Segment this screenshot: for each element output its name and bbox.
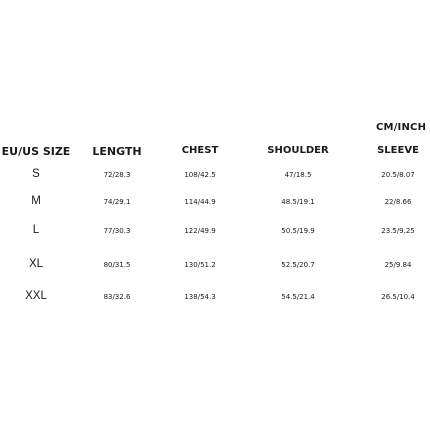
size-cell: S	[32, 168, 40, 180]
header-size: EU/US SIZE	[1, 145, 71, 158]
header-shoulder: SHOULDER	[267, 145, 329, 156]
shoulder-cell: 47/18.5	[284, 171, 312, 179]
length-cell: 74/29.1	[103, 198, 131, 206]
sleeve-cell: 26.5/10.4	[381, 293, 415, 301]
header-chest: CHEST	[181, 145, 219, 156]
size-cell: XXL	[25, 290, 47, 302]
size-cell: L	[32, 224, 40, 236]
length-cell: 77/30.3	[103, 227, 131, 235]
sleeve-cell: 25/9.84	[384, 261, 412, 269]
length-cell: 72/28.3	[103, 171, 131, 179]
size-cell: M	[31, 195, 41, 207]
shoulder-cell: 54.5/21.4	[281, 293, 315, 301]
header-row	[0, 145, 430, 161]
sleeve-cell: 20.5/8.07	[381, 171, 415, 179]
size-cell: XL	[28, 258, 44, 270]
shoulder-cell: 48.5/19.1	[281, 198, 315, 206]
chest-cell: 138/54.3	[184, 293, 216, 301]
length-cell: 80/31.5	[103, 261, 131, 269]
chest-cell: 122/49.9	[184, 227, 216, 235]
sleeve-cell: 23.5/9.25	[381, 227, 415, 235]
shoulder-cell: 52.5/20.7	[281, 261, 315, 269]
header-sleeve: SLEEVE	[377, 145, 419, 156]
unit-label: CM/INCH	[376, 122, 427, 133]
chest-cell: 114/44.9	[184, 198, 216, 206]
chest-cell: 130/51.2	[184, 261, 216, 269]
shoulder-cell: 50.5/19.9	[281, 227, 315, 235]
header-length: LENGTH	[92, 145, 142, 158]
chest-cell: 108/42.5	[184, 171, 216, 179]
sleeve-cell: 22/8.66	[384, 198, 412, 206]
length-cell: 83/32.6	[103, 293, 131, 301]
